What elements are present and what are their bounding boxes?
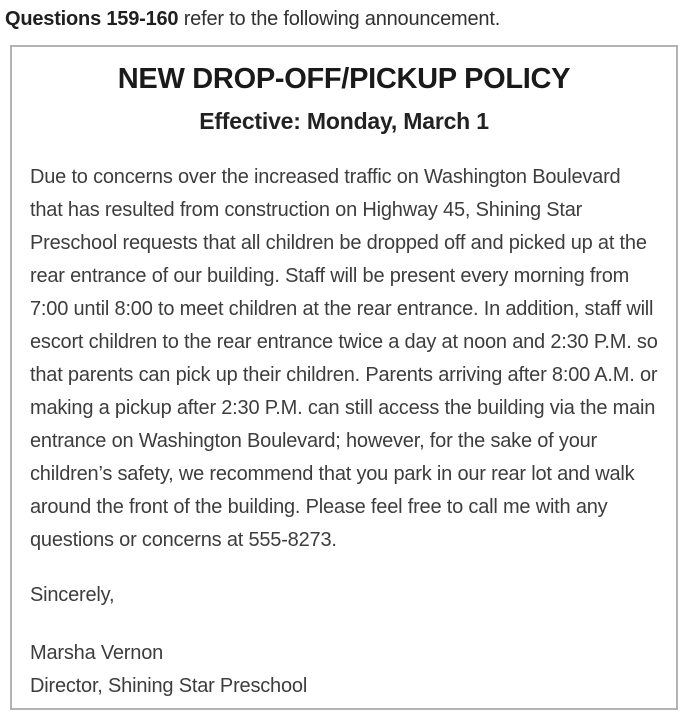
signature-name: Marsha Vernon xyxy=(30,642,164,664)
effective-date-line: Effective: Monday, March 1 xyxy=(199,108,489,134)
announcement-title: NEW DROP-OFF/PICKUP POLICY xyxy=(117,63,571,95)
signature-block xyxy=(30,637,658,703)
announcement-body: Due to concerns over the increased traffic on Washington Boulevard that has resulted from construction on Highway 45, Shining Star Preschool requests that all children be dropped off and picked up at the rear entrance of our building. Staff will be present every morning from 7:00 until 8:00 to meet children at the rear entrance. In addition, staff will escort children to the rear entrance twice a day at noon and 2:30 P.M. so that parents can pick up their children. Parents arriving after 8:00 A.M. or making a pickup after 2:30 P.M. can still access the building via the main entrance on Washington Boulevard; however, for the sake of your children’s safety, we recommend that you park in our rear lot and walk around the front of the building. Please feel free to call me with any questions or concerns at 555-8273. xyxy=(30,166,658,551)
question-reference-line xyxy=(5,8,500,31)
closing-salutation: Sincerely, xyxy=(30,584,115,606)
question-range: Questions 159-160 xyxy=(5,8,179,30)
question-reference-rest: refer to the following announcement. xyxy=(178,8,501,30)
signature-title: Director, Shining Star Preschool xyxy=(30,675,308,697)
announcement-box xyxy=(10,45,678,710)
